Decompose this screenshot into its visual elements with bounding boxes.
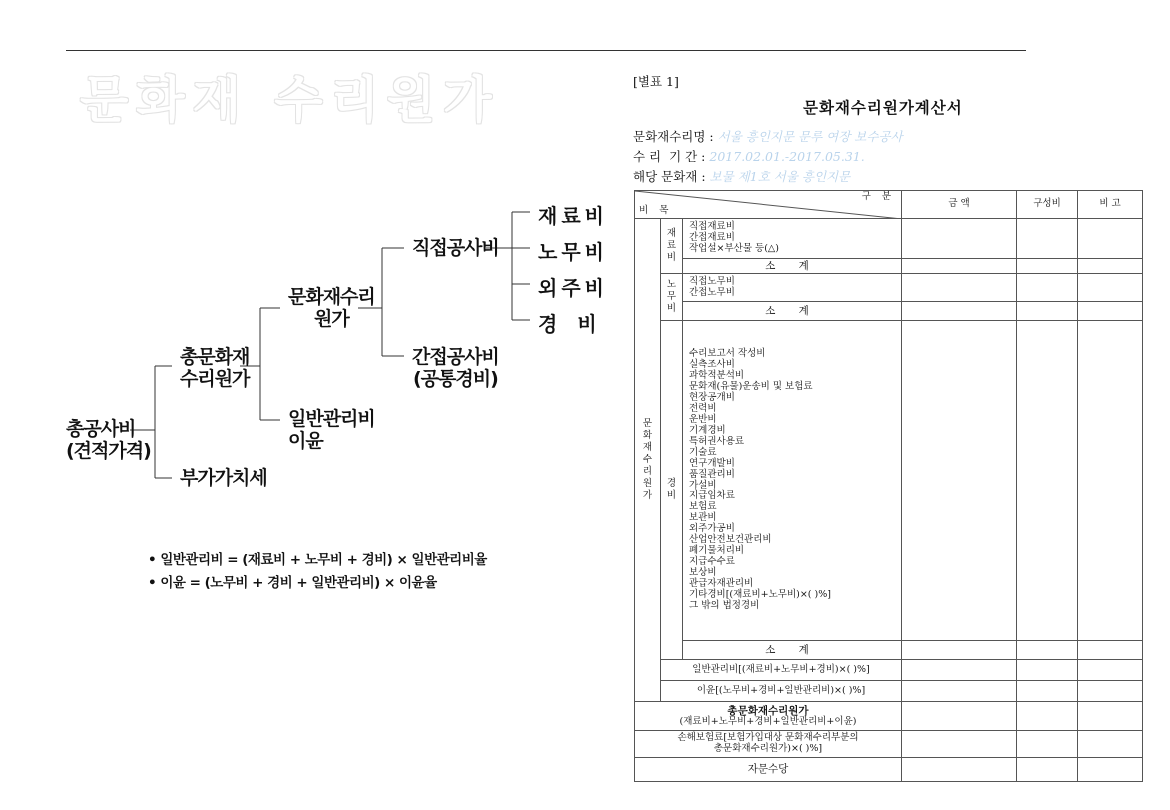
- vertical-char: 화: [642, 430, 653, 442]
- list-item: 산업안전보건관리비: [689, 534, 772, 546]
- annex-label: [별표 1]: [633, 74, 679, 89]
- note-cell[interactable]: [1078, 758, 1143, 782]
- list-item: 수리보고서 작성비: [689, 348, 766, 360]
- ratio-cell[interactable]: [1017, 321, 1078, 641]
- list-item: 직접노무비: [689, 275, 735, 287]
- ratio-cell[interactable]: [1017, 681, 1078, 702]
- expense-label-cell: [661, 321, 683, 660]
- list-item: 특허권사용료: [689, 435, 745, 447]
- total-cost-cell: [635, 702, 902, 731]
- list-item: 보상비: [689, 566, 717, 578]
- ratio-cell[interactable]: [1017, 219, 1078, 259]
- vertical-char: 무: [666, 291, 677, 303]
- total-cost-formula: (재료비+노무비+경비+일반관리비+이윤): [679, 715, 857, 727]
- ratio-cell[interactable]: [1017, 731, 1078, 758]
- insurance-cell: [635, 731, 902, 758]
- ratio-cell[interactable]: [1017, 259, 1078, 274]
- list-item: 과학적분석비: [689, 370, 745, 382]
- node-indirect-line2: (공통경비): [412, 368, 498, 390]
- node-direct-cost: 직접공사비: [412, 237, 499, 259]
- info-repair-name: [633, 127, 903, 145]
- header-amount: 금 액: [902, 191, 1017, 219]
- vertical-char: 수: [642, 454, 653, 466]
- ratio-cell[interactable]: [1017, 274, 1078, 302]
- profit-label: 이윤[(노무비+경비+일반관리비)×( )%]: [661, 681, 902, 702]
- list-item: 보험료: [689, 501, 717, 513]
- table-row: [635, 758, 1143, 782]
- note-cell[interactable]: [1078, 731, 1143, 758]
- vertical-char: 가: [642, 489, 653, 501]
- note-cell[interactable]: [1078, 259, 1143, 274]
- labor-label: [663, 279, 680, 315]
- vertical-char: 비: [666, 302, 677, 314]
- table-row: [635, 302, 1143, 321]
- ratio-cell[interactable]: [1017, 758, 1078, 782]
- note-cell[interactable]: [1078, 321, 1143, 641]
- header-ratio: 구성비: [1017, 191, 1078, 219]
- list-item: 폐기물처리비: [689, 545, 745, 557]
- list-item: 실측조사비: [689, 359, 735, 371]
- info-heritage: [633, 167, 850, 185]
- diagonal-header-cell: [635, 191, 902, 219]
- note-cell[interactable]: [1078, 219, 1143, 259]
- section-title: 문화재 수리원가: [80, 71, 500, 129]
- overhead-label: 일반관리비[(재료비+노무비+경비)×( )%]: [661, 660, 902, 681]
- cost-table: [634, 190, 1143, 782]
- ratio-cell[interactable]: [1017, 302, 1078, 321]
- node-repair-cost-line2: 원가: [314, 308, 349, 330]
- table-row: [635, 660, 1143, 681]
- list-item: 품질관리비: [689, 468, 735, 480]
- list-item: 직접재료비: [689, 221, 735, 233]
- vertical-char: 비: [666, 251, 677, 263]
- table-row: [635, 702, 1143, 731]
- insurance-label-line1: 손해보험료[보험가입대상 문화재수리부분의: [677, 732, 859, 744]
- header-note: 비 고: [1078, 191, 1143, 219]
- ratio-cell[interactable]: [1017, 641, 1078, 660]
- vertical-char: 원: [642, 477, 653, 489]
- ratio-cell[interactable]: [1017, 702, 1078, 731]
- node-overhead-profit: [288, 408, 375, 452]
- ratio-cell[interactable]: [1017, 660, 1078, 681]
- node-total-cost: [66, 418, 151, 462]
- material-label: [663, 228, 680, 264]
- note-cell[interactable]: [1078, 274, 1143, 302]
- leaf-expense: 경비: [538, 312, 617, 336]
- list-item: 그 밖의 법정경비: [689, 599, 760, 611]
- leaf-outsourcing: 외주비: [538, 276, 608, 300]
- table-row: [635, 731, 1143, 758]
- list-item: 현장공개비: [689, 392, 735, 404]
- subtotal-label: 소 계: [683, 641, 902, 660]
- info-value: 보물 제1호 서울 흥인지문: [709, 169, 851, 184]
- node-indirect-cost: [412, 346, 499, 390]
- node-total-cost-line2: (견적가격): [66, 440, 151, 462]
- vertical-char: 경: [666, 478, 677, 490]
- list-item: 기술료: [689, 446, 717, 458]
- list-item: 연구개발비: [689, 457, 735, 469]
- total-cost-title: 총문화재수리원가: [727, 704, 809, 717]
- list-item: 전력비: [689, 403, 717, 415]
- info-value: 2017.02.01.-2017.05.31.: [709, 149, 865, 164]
- list-item: 작업설×부산물 등(△): [689, 242, 779, 254]
- labor-items: [683, 274, 902, 302]
- header-category: 구 분: [861, 191, 896, 202]
- amount-cell[interactable]: [902, 321, 1017, 641]
- list-item: 간접재료비: [689, 232, 735, 244]
- note-cell[interactable]: [1078, 660, 1143, 681]
- group-label-cell: [635, 219, 661, 702]
- list-item: 관급자재관리비: [689, 577, 754, 589]
- amount-cell[interactable]: [902, 259, 1017, 274]
- expense-items: [683, 321, 902, 641]
- leaf-material: 재료비: [538, 204, 608, 228]
- table-row: [635, 681, 1143, 702]
- info-period: [633, 147, 865, 165]
- list-item: 지급임차료: [689, 490, 735, 502]
- advisory-fee-label: 자문수당: [635, 758, 902, 782]
- info-label: 수 리 기 간 :: [633, 149, 706, 164]
- list-item: 기계경비: [689, 424, 726, 436]
- labor-label-cell: [661, 274, 683, 321]
- node-total-cost-line1: 총공사비: [66, 418, 136, 440]
- material-label-cell: [661, 219, 683, 274]
- subtotal-label: 소 계: [683, 302, 902, 321]
- table-row: [635, 321, 1143, 641]
- list-item: 외주가공비: [689, 523, 735, 535]
- note-cell[interactable]: [1078, 302, 1143, 321]
- document-title: 문화재수리원가계산서: [803, 98, 963, 117]
- note-cell[interactable]: [1078, 702, 1143, 731]
- info-value: 서울 흥인지문 문루 여장 보수공사: [717, 129, 903, 144]
- note-cell[interactable]: [1078, 641, 1143, 660]
- node-overhead-line2: 이윤: [288, 430, 323, 452]
- list-item: 보관비: [689, 512, 717, 524]
- table-row: [635, 259, 1143, 274]
- table-row: [635, 641, 1143, 660]
- node-total-repair-cost: [180, 346, 249, 390]
- node-vat: 부가가치세: [180, 467, 267, 489]
- leaf-labor: 노무비: [538, 240, 608, 264]
- list-item: 문화재(유물)운송비 및 보험료: [689, 381, 813, 393]
- formula-overhead: • 일반관리비 = (재료비 + 노무비 + 경비) × 일반관리비율: [148, 552, 487, 568]
- vertical-char: 료: [666, 240, 677, 252]
- amount-cell[interactable]: [902, 731, 1017, 758]
- node-total-repair-cost-line1: 총문화재: [180, 346, 250, 368]
- list-item: 운반비: [689, 413, 717, 425]
- vertical-char: 비: [666, 490, 677, 501]
- list-item: 가설비: [689, 479, 717, 491]
- amount-cell[interactable]: [902, 681, 1017, 702]
- vertical-char: 리: [642, 465, 653, 477]
- group-label: [637, 418, 658, 501]
- list-item: 기타경비[(재료비+노무비)×( )%]: [689, 588, 831, 600]
- vertical-char: 재: [666, 228, 677, 240]
- table-row: [635, 274, 1143, 302]
- node-overhead-line1: 일반관리비: [288, 408, 375, 430]
- node-repair-cost: [288, 286, 375, 330]
- amount-cell[interactable]: [902, 702, 1017, 731]
- amount-cell[interactable]: [902, 758, 1017, 782]
- amount-cell[interactable]: [902, 302, 1017, 321]
- amount-cell[interactable]: [902, 274, 1017, 302]
- note-cell[interactable]: [1078, 681, 1143, 702]
- formula-profit: • 이윤 = (노무비 + 경비 + 일반관리비) × 이윤율: [148, 575, 437, 591]
- vertical-char: 문: [642, 418, 653, 430]
- amount-cell[interactable]: [902, 641, 1017, 660]
- vertical-char: 노: [666, 279, 677, 291]
- amount-cell[interactable]: [902, 219, 1017, 259]
- node-total-repair-cost-line2: 수리원가: [180, 368, 250, 390]
- material-items: [683, 219, 902, 259]
- header-cost-item: 비 목: [639, 205, 673, 217]
- subtotal-label: 소 계: [683, 259, 902, 274]
- node-repair-cost-line1: 문화재수리: [288, 286, 375, 308]
- insurance-label-line2: 총문화재수리원가)×( )%]: [713, 743, 823, 754]
- list-item: 지급수수료: [689, 555, 735, 567]
- table-row: [635, 219, 1143, 259]
- info-label: 문화재수리명 :: [633, 129, 714, 144]
- list-item: 간접노무비: [689, 286, 735, 298]
- vertical-char: 재: [642, 442, 653, 454]
- expense-label: [663, 478, 680, 502]
- node-indirect-line1: 간접공사비: [412, 346, 499, 368]
- info-label: 해당 문화재 :: [633, 169, 706, 184]
- table-header-row: [635, 191, 1143, 219]
- amount-cell[interactable]: [902, 660, 1017, 681]
